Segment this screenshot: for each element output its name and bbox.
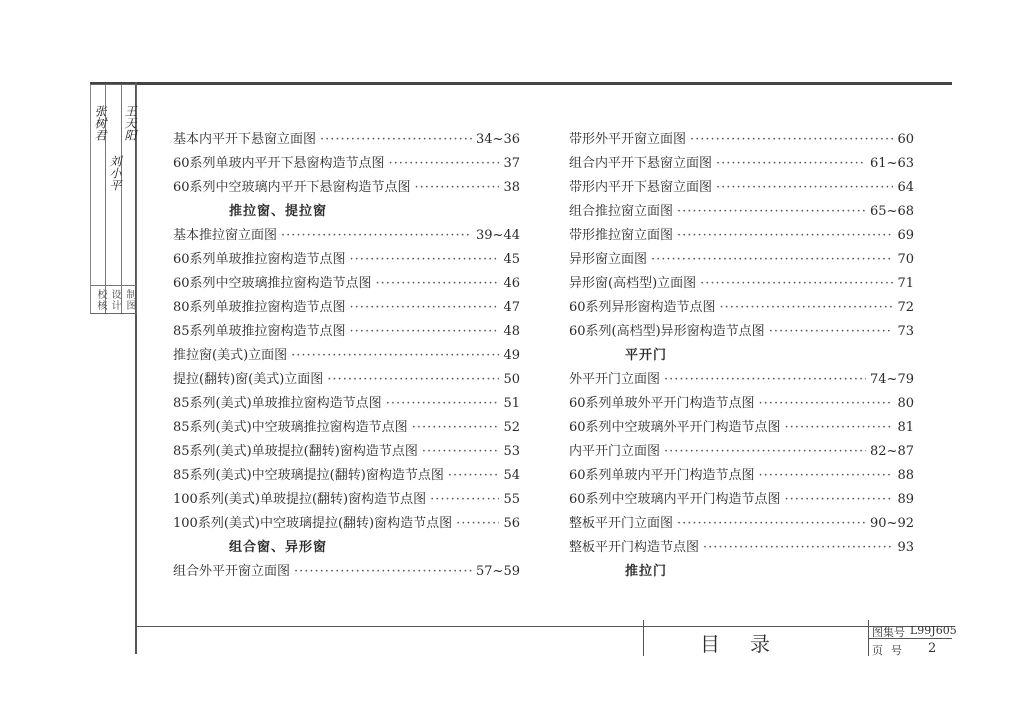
toc-entry-page: 56 xyxy=(503,516,520,531)
toc-entry[interactable] xyxy=(569,488,914,512)
toc-entry[interactable] xyxy=(173,344,520,368)
toc-entry-title: 整板平开门立面图 xyxy=(569,516,674,531)
leader-dots xyxy=(677,200,866,224)
toc-entry[interactable] xyxy=(569,320,914,344)
toc-entry-page: 60 xyxy=(897,132,914,147)
leader-dots xyxy=(422,440,500,464)
leader-dots xyxy=(350,320,500,344)
toc-entry-title: 整板平开门构造节点图 xyxy=(569,540,700,555)
toc-section-heading xyxy=(173,536,520,560)
toc-entry[interactable] xyxy=(569,536,914,560)
toc-entry-page: 90~92 xyxy=(870,516,914,531)
toc-entry[interactable] xyxy=(569,176,914,200)
leader-dots xyxy=(281,224,472,248)
toc-entry-title: 推拉窗(美式)立面图 xyxy=(173,348,288,363)
toc-entry-page: 81 xyxy=(897,420,914,435)
page-number: 2 xyxy=(928,641,937,656)
leader-dots xyxy=(386,392,500,416)
toc-entry-title: 60系列(高档型)异形窗构造节点图 xyxy=(569,324,765,339)
toc-entry-title: 85系列(美式)单玻推拉窗构造节点图 xyxy=(173,396,382,411)
leader-dots xyxy=(430,488,499,512)
toc-entry-page: 45 xyxy=(503,252,520,267)
title-block-top-line xyxy=(136,626,952,627)
leader-dots xyxy=(350,296,500,320)
toc-entry[interactable] xyxy=(569,296,914,320)
toc-entry[interactable] xyxy=(173,272,520,296)
toc-entry-title: 带形推拉窗立面图 xyxy=(569,228,674,243)
toc-entry[interactable] xyxy=(569,224,914,248)
toc-entry-title: 带形外平开窗立面图 xyxy=(569,132,687,147)
section-heading-text: 推拉门 xyxy=(625,564,668,579)
toc-entry[interactable] xyxy=(569,128,914,152)
toc-entry[interactable] xyxy=(173,368,520,392)
toc-entry-page: 64 xyxy=(897,180,914,195)
leader-dots xyxy=(664,368,866,392)
toc-entry-title: 基本内平开下悬窗立面图 xyxy=(173,132,317,147)
leader-dots xyxy=(389,152,500,176)
toc-entry-page: 37 xyxy=(503,156,520,171)
toc-entry-title: 85系列单玻推拉窗构造节点图 xyxy=(173,324,346,339)
strip-label-design: 设计 xyxy=(109,289,120,311)
toc-entry-title: 组合外平开窗立面图 xyxy=(173,564,291,579)
toc-entry[interactable] xyxy=(173,296,520,320)
leader-dots xyxy=(350,248,500,272)
toc-entry-title: 内平开门立面图 xyxy=(569,444,661,459)
toc-entry-page: 57~59 xyxy=(476,564,520,579)
strip-label-draw: 制图 xyxy=(124,289,135,311)
toc-entry[interactable] xyxy=(569,392,914,416)
toc-entry-page: 82~87 xyxy=(870,444,914,459)
leader-dots xyxy=(703,536,893,560)
toc-entry-page: 73 xyxy=(897,324,914,339)
toc-entry[interactable] xyxy=(173,224,520,248)
toc-entry-page: 38 xyxy=(503,180,520,195)
toc-entry[interactable] xyxy=(173,440,520,464)
toc-entry-title: 带形内平开下悬窗立面图 xyxy=(569,180,713,195)
toc-entry-page: 72 xyxy=(897,300,914,315)
leader-dots xyxy=(456,512,499,536)
toc-entry-title: 60系列中空玻璃内平开下悬窗构造节点图 xyxy=(173,180,411,195)
toc-entry-page: 49 xyxy=(503,348,520,363)
toc-entry-title: 85系列(美式)中空玻璃提拉(翻转)窗构造节点图 xyxy=(173,468,444,483)
leader-dots xyxy=(716,176,893,200)
strip-signature-check: 张树君 xyxy=(93,105,107,141)
toc-entry-page: 65~68 xyxy=(870,204,914,219)
strip-label-check: 校核 xyxy=(95,289,106,311)
toc-entry[interactable] xyxy=(569,416,914,440)
toc-entry[interactable] xyxy=(569,152,914,176)
title-block-divider xyxy=(643,620,644,656)
atlas-number: L99J605 xyxy=(910,624,957,637)
toc-entry-page: 46 xyxy=(503,276,520,291)
toc-left-column xyxy=(173,128,520,584)
toc-entry[interactable] xyxy=(173,416,520,440)
approval-strip xyxy=(90,84,137,314)
toc-entry-page: 52 xyxy=(503,420,520,435)
toc-entry-title: 60系列单玻推拉窗构造节点图 xyxy=(173,252,346,267)
toc-entry-page: 53 xyxy=(503,444,520,459)
toc-entry-page: 88 xyxy=(897,468,914,483)
toc-entry-title: 组合推拉窗立面图 xyxy=(569,204,674,219)
toc-entry-page: 93 xyxy=(897,540,914,555)
toc-entry-title: 异形窗(高档型)立面图 xyxy=(569,276,697,291)
toc-entry[interactable] xyxy=(173,512,520,536)
toc-entry-title: 基本推拉窗立面图 xyxy=(173,228,278,243)
leader-dots xyxy=(720,296,894,320)
leader-dots xyxy=(327,368,499,392)
toc-entry-title: 85系列(美式)中空玻璃推拉窗构造节点图 xyxy=(173,420,408,435)
toc-entry[interactable] xyxy=(173,320,520,344)
toc-entry[interactable] xyxy=(173,464,520,488)
toc-entry[interactable] xyxy=(173,488,520,512)
toc-entry[interactable] xyxy=(173,392,520,416)
leader-dots xyxy=(664,440,866,464)
leader-dots xyxy=(677,224,893,248)
toc-entry-page: 51 xyxy=(503,396,520,411)
page-label: 页号 xyxy=(872,644,910,657)
toc-entry-page: 89 xyxy=(897,492,914,507)
leader-dots xyxy=(291,344,499,368)
toc-entry-title: 100系列(美式)中空玻璃提拉(翻转)窗构造节点图 xyxy=(173,516,453,531)
toc-entry[interactable] xyxy=(173,152,520,176)
toc-entry-title: 60系列单玻内平开门构造节点图 xyxy=(569,468,755,483)
toc-section-heading xyxy=(173,200,520,224)
toc-entry-page: 39~44 xyxy=(476,228,520,243)
toc-entry-page: 69 xyxy=(897,228,914,243)
toc-entry-page: 55 xyxy=(503,492,520,507)
toc-entry-title: 提拉(翻转)窗(美式)立面图 xyxy=(173,372,324,387)
leader-dots xyxy=(651,248,893,272)
toc-entry[interactable] xyxy=(173,176,520,200)
toc-entry[interactable] xyxy=(569,368,914,392)
toc-entry-page: 61~63 xyxy=(870,156,914,171)
toc-entry-page: 74~79 xyxy=(870,372,914,387)
leader-dots xyxy=(759,464,894,488)
toc-entry-title: 100系列(美式)单玻提拉(翻转)窗构造节点图 xyxy=(173,492,427,507)
leader-dots xyxy=(769,320,894,344)
leader-dots xyxy=(448,464,500,488)
toc-entry-title: 60系列单玻内平开下悬窗构造节点图 xyxy=(173,156,385,171)
toc-entry-page: 70 xyxy=(897,252,914,267)
toc-entry[interactable] xyxy=(569,200,914,224)
leader-dots xyxy=(376,272,500,296)
section-heading-text: 组合窗、异形窗 xyxy=(229,540,328,555)
top-border-line xyxy=(90,82,952,85)
leader-dots xyxy=(700,272,893,296)
toc-entry-page: 48 xyxy=(503,324,520,339)
toc-entry-page: 50 xyxy=(503,372,520,387)
title-block-title: 目录 xyxy=(700,632,800,656)
leader-dots xyxy=(415,176,500,200)
section-heading-text: 平开门 xyxy=(625,348,668,363)
toc-entry[interactable] xyxy=(173,128,520,152)
leader-dots xyxy=(412,416,500,440)
leader-dots xyxy=(785,488,894,512)
toc-entry-title: 60系列异形窗构造节点图 xyxy=(569,300,716,315)
toc-entry-title: 80系列单玻推拉窗构造节点图 xyxy=(173,300,346,315)
toc-section-heading xyxy=(569,560,914,584)
toc-entry[interactable] xyxy=(569,248,914,272)
leader-dots xyxy=(716,152,866,176)
toc-entry-page: 34~36 xyxy=(476,132,520,147)
toc-entry[interactable] xyxy=(569,440,914,464)
strip-signature-design: 刘小平 xyxy=(108,155,122,191)
atlas-label: 图集号 xyxy=(872,626,905,639)
toc-entry-title: 外平开门立面图 xyxy=(569,372,661,387)
toc-entry-title: 60系列单玻外平开门构造节点图 xyxy=(569,396,755,411)
leader-dots xyxy=(294,560,472,584)
toc-entry-title: 60系列中空玻璃推拉窗构造节点图 xyxy=(173,276,372,291)
toc-entry[interactable] xyxy=(173,248,520,272)
leader-dots xyxy=(759,392,894,416)
leader-dots xyxy=(690,128,893,152)
toc-entry-page: 71 xyxy=(897,276,914,291)
strip-signature-draw: 王天阳 xyxy=(123,105,137,141)
toc-entry-title: 85系列(美式)单玻提拉(翻转)窗构造节点图 xyxy=(173,444,418,459)
leader-dots xyxy=(320,128,472,152)
leader-dots xyxy=(785,416,894,440)
toc-entry[interactable] xyxy=(569,512,914,536)
toc-entry[interactable] xyxy=(569,464,914,488)
section-heading-text: 推拉窗、提拉窗 xyxy=(229,204,328,219)
toc-entry[interactable] xyxy=(569,272,914,296)
toc-entry[interactable] xyxy=(173,560,520,584)
toc-section-heading xyxy=(569,344,914,368)
toc-entry-page: 54 xyxy=(503,468,520,483)
toc-entry-page: 47 xyxy=(503,300,520,315)
toc-right-column xyxy=(569,128,914,584)
leader-dots xyxy=(677,512,866,536)
toc-entry-title: 60系列中空玻璃内平开门构造节点图 xyxy=(569,492,781,507)
toc-entry-title: 组合内平开下悬窗立面图 xyxy=(569,156,713,171)
toc-entry-title: 60系列中空玻璃外平开门构造节点图 xyxy=(569,420,781,435)
toc-entry-title: 异形窗立面图 xyxy=(569,252,648,267)
toc-entry-page: 80 xyxy=(897,396,914,411)
